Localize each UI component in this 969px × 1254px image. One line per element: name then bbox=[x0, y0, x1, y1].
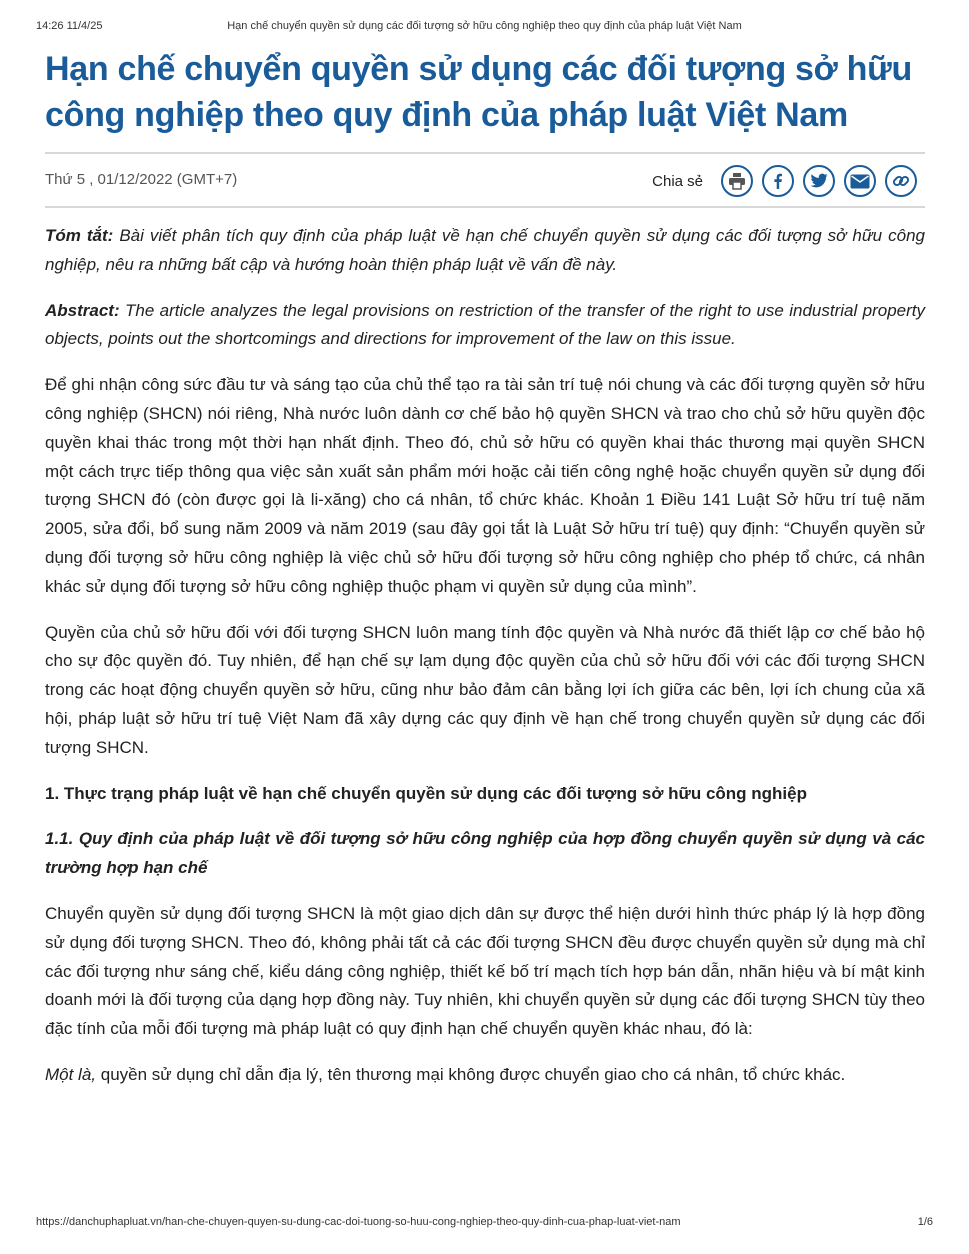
subsection-heading: 1.1. Quy định của pháp luật về đối tượng sở hữu công nghiệp của hợp đồng chuyển quyền sử dụng và các trường hợp hạn chế bbox=[45, 829, 925, 878]
print-footer bbox=[36, 1216, 933, 1232]
summary-en bbox=[45, 297, 925, 355]
paragraph-text: quyền sử dụng chỉ dẫn địa lý, tên thương mại không được chuyển giao cho cá nhân, tổ chức khác. bbox=[96, 1064, 846, 1084]
section-heading: 1. Thực trạng pháp luật về hạn chế chuyển quyền sử dụng các đối tượng sở hữu công nghiệp bbox=[45, 783, 807, 803]
link-icon bbox=[892, 172, 910, 190]
article-title: Hạn chế chuyển quyền sử dụng các đối tượng sở hữu công nghiệp theo quy định của pháp luật Việt Nam bbox=[45, 50, 912, 134]
summary-vi bbox=[45, 222, 925, 280]
facebook-share-button[interactable] bbox=[762, 165, 794, 197]
print-header bbox=[36, 20, 933, 36]
article bbox=[45, 46, 925, 1090]
print-icon bbox=[728, 172, 746, 190]
share-bar bbox=[652, 161, 917, 201]
body-paragraph: Quyền của chủ sở hữu đối với đối tượng SHCN luôn mang tính độc quyền và Nhà nước đã thiết lập cơ chế bảo hộ cho sự độc quyền đó. Tuy nhiên, để hạn chế sự lạm dụng độc quyền của chủ sở hữu đối với các đối tượng SHCN trong các hoạt động chuyển quyền sở hữu, cũng như bảo đảm cân bằng lợi ích giữa các bên, lợi ích chung của xã hội, pháp luật sở hữu trí tuệ Việt Nam đã xây dựng các quy định về hạn chế trong chuyển quyền sử dụng các đối tượng SHCN. bbox=[45, 622, 925, 757]
body-paragraph: Để ghi nhận công sức đầu tư và sáng tạo của chủ thể tạo ra tài sản trí tuệ nói chung và các đối tượng quyền sở hữu công nghiệp (SHCN) nói riêng, Nhà nước luôn dành cơ chế bảo hộ quyền SHCN và trao cho chủ sở hữu quyền độc quyền khai thác trong một thời hạn nhất định. Theo đó, chủ sở hữu có quyền khai thác thương mại quyền SHCN một cách trực tiếp thông qua việc sản xuất sản phẩm mới hoặc cải tiến công nghệ hoặc chuyển quyền sử dụng đối tượng SHCN đó (còn được gọi là li-xăng) cho cá nhân, tổ chức khác. Khoản 1 Điều 141 Luật Sở hữu trí tuệ năm 2005, sửa đổi, bổ sung năm 2009 và năm 2019 (sau đây gọi tắt là Luật Sở hữu trí tuệ) quy định: “Chuyển quyền sử dụng đối tượng sở hữu công nghiệp là việc chủ sở hữu đối tượng sở hữu công nghiệp cho phép tổ chức, cá nhân khác sử dụng đối tượng sở hữu công nghiệp thuộc phạm vi quyền sử dụng của mình”. bbox=[45, 375, 925, 596]
summary-en-label: Abstract: bbox=[45, 300, 120, 320]
twitter-share-button[interactable] bbox=[803, 165, 835, 197]
summary-en-text: The article analyzes the legal provisions on restriction of the transfer of the right to use industrial property objects, points out the shortcomings and directions for improvement of the law on this issue. bbox=[45, 300, 925, 349]
twitter-icon bbox=[810, 173, 828, 189]
summary-vi-text: Bài viết phân tích quy định của pháp luật về hạn chế chuyển quyền sử dụng các đối tượng sở hữu công nghiệp, nêu ra những bất cập và hướng hoàn thiện pháp luật về vấn đề này. bbox=[45, 226, 925, 274]
print-doc-title: Hạn chế chuyển quyền sử dụng các đối tượng sở hữu công nghiệp theo quy định của pháp luật Việt Nam bbox=[227, 20, 742, 32]
copy-link-button[interactable] bbox=[885, 165, 917, 197]
publish-date: Thứ 5 , 01/12/2022 (GMT+7) bbox=[45, 171, 238, 188]
summary-vi-label: Tóm tắt: bbox=[45, 226, 114, 245]
page-number: 1/6 bbox=[917, 1216, 933, 1228]
article-body bbox=[45, 222, 925, 1090]
print-button[interactable] bbox=[721, 165, 753, 197]
share-label: Chia sẻ bbox=[652, 172, 703, 190]
top-divider bbox=[45, 152, 925, 154]
email-share-button[interactable] bbox=[844, 165, 876, 197]
page-url: https://danchuphapluat.vn/han-che-chuyen-quyen-su-dung-cac-doi-tuong-so-huu-cong-nghiep-theo-quy-dinh-cua-phap-luat-viet-nam bbox=[36, 1216, 681, 1228]
body-paragraph: Chuyển quyền sử dụng đối tượng SHCN là một giao dịch dân sự được thể hiện dưới hình thức pháp lý là hợp đồng sử dụng đối tượng SHCN. Theo đó, không phải tất cả các đối tượng SHCN đều được chuyển quyền sử dụng mà chỉ các đối tượng như sáng chế, kiểu dáng công nghiệp, thiết kế bố trí mạch tích hợp bán dẫn, nhãn hiệu và bí mật kinh doanh mới là đối tượng của dạng hợp đồng này. Tuy nhiên, khi chuyển quyền sử dụng các đối tượng SHCN tùy theo đặc tính của mỗi đối tượng mà pháp luật có quy định hạn chế chuyển quyền khác nhau, đó là: bbox=[45, 903, 925, 1039]
paragraph-lead: Một là, bbox=[45, 1064, 97, 1084]
body-paragraph bbox=[45, 1061, 925, 1090]
email-icon bbox=[850, 174, 870, 189]
article-meta bbox=[45, 156, 925, 206]
facebook-icon bbox=[770, 173, 786, 189]
print-datetime: 14:26 11/4/25 bbox=[36, 20, 103, 32]
meta-divider bbox=[45, 206, 925, 208]
